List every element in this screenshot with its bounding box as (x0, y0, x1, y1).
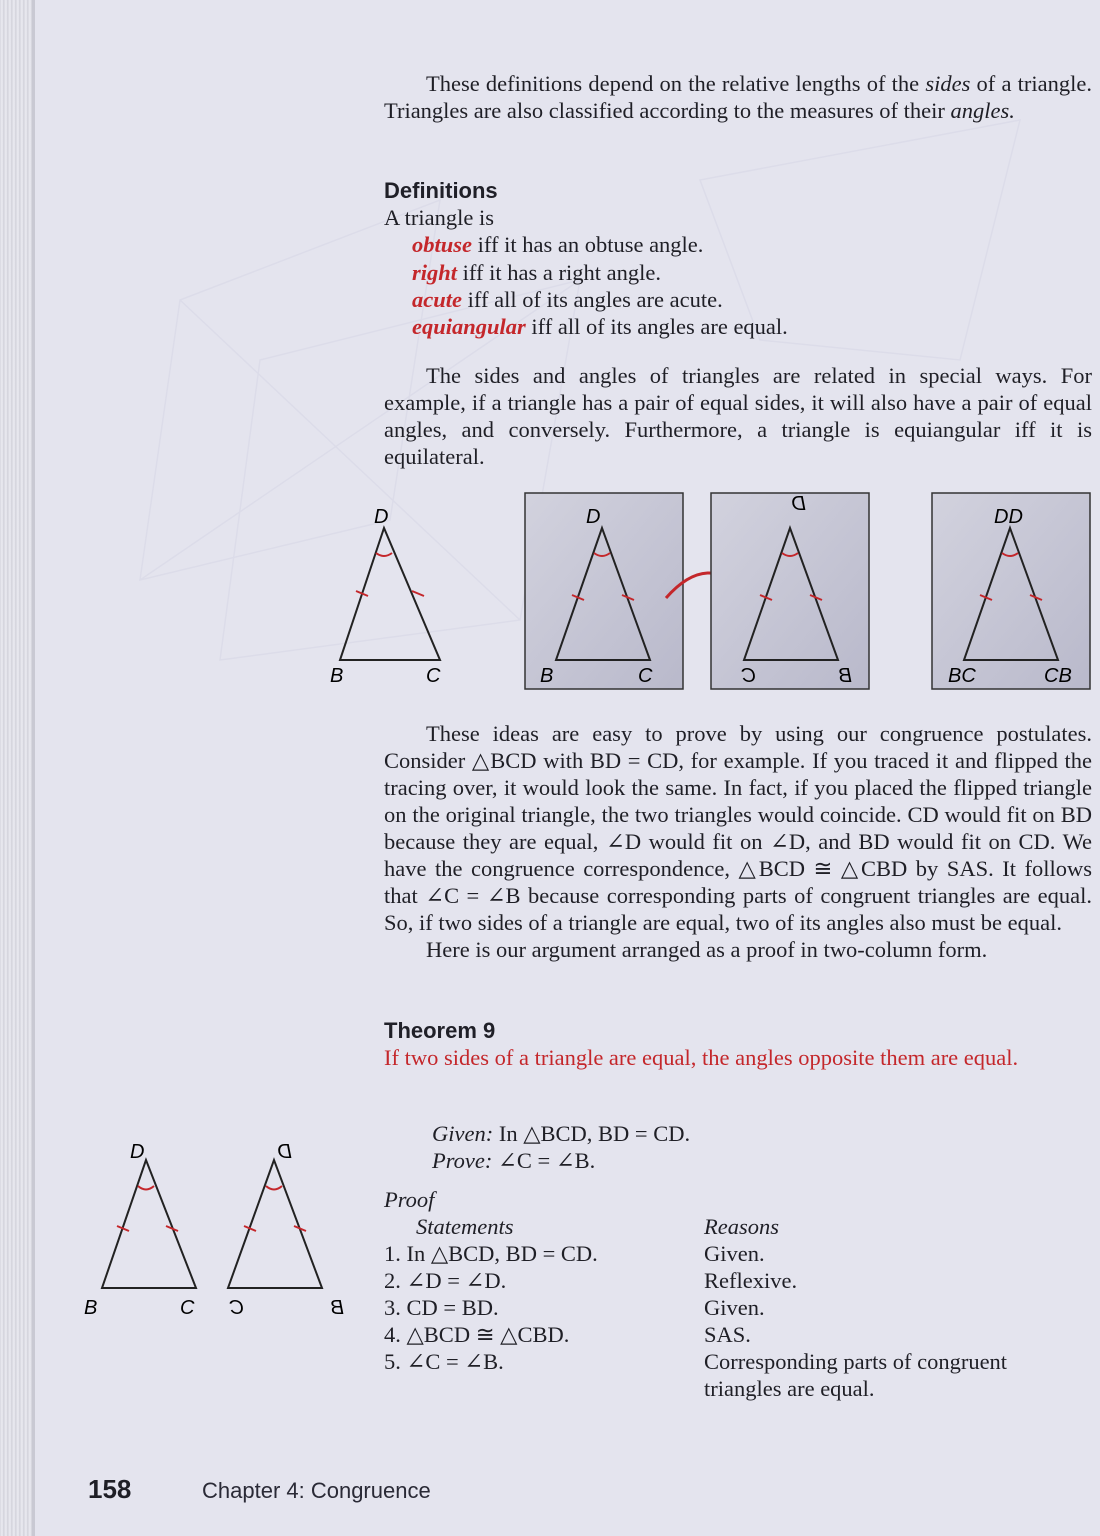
svg-text:B: B (330, 1297, 344, 1319)
paragraph-congruence-argument: These ideas are easy to prove by using our congruence postulates. Consider △BCD with BD = CD, for example. If you traced it and flipped the tracing over, it would look the same. In fact, if you placed the flipped triangle on the original triangle, the two triangles would coincide. CD would fit on BD because they are equal, ∠D would fit on ∠D, and BD would fit on CD. We have the congruence correspondence, △BCD ≅ △CBD by SAS. It follows that ∠C = ∠B because corresponding parts of congruent triangles are equal. So, if two sides of a triangle are equal, two of its angles also must be equal. Here is our argument arranged as a proof in two-column form. (384, 721, 1092, 962)
definition-equiangular: equiangular iff all of its angles are equal. (412, 314, 788, 340)
label-c: C (426, 665, 441, 687)
page-number: 158 (88, 1474, 132, 1504)
definitions-lead: A triangle is (384, 205, 494, 230)
definitions-heading: Definitions (384, 178, 498, 203)
panel-original (525, 493, 683, 689)
proof-row: 2. ∠D = ∠D. Reflexive. (384, 1268, 798, 1293)
panel-flipped (711, 493, 869, 689)
svg-text:DD: DD (994, 506, 1023, 528)
intro-paragraph: These definitions depend on the relative lengths of the sides of a triangle. Triangles are also classified according to the measures of their angles. (384, 71, 1092, 123)
proof-row: 5. ∠C = ∠B. Corresponding parts of congruent (384, 1349, 1008, 1374)
binding-edge (32, 0, 35, 1536)
panel-overlaid (932, 493, 1090, 689)
book-binding (0, 0, 32, 1536)
triangle-bcd (330, 506, 441, 687)
statements-header: Statements (416, 1214, 514, 1239)
reasons-header: Reasons (704, 1214, 779, 1239)
chapter-title: Chapter 4: Congruence (202, 1478, 431, 1503)
svg-text:C: C (741, 665, 756, 687)
given-prove (432, 1120, 690, 1174)
definition-right: right iff it has a right angle. (412, 259, 661, 285)
triangle-bcd-small (84, 1141, 196, 1319)
proof-title: Proof (384, 1187, 435, 1212)
definitions-box (384, 178, 1092, 340)
svg-text:C: C (638, 665, 653, 687)
svg-text:CB: CB (1044, 665, 1072, 687)
triangle-cbd-flipped (228, 1141, 344, 1319)
proof-row: 1. In △BCD, BD = CD. Given. (384, 1241, 765, 1266)
given-line: Given: In △BCD, BD = CD. (432, 1121, 691, 1146)
proof-header-row (384, 1213, 1092, 1240)
theorem-heading: Theorem 9 (384, 1018, 496, 1043)
prove-line: Prove: ∠C = ∠B. (432, 1148, 596, 1173)
theorem-statement: If two sides of a triangle are equal, the angles opposite them are equal. (384, 1045, 1019, 1070)
figure-triangle-flip (320, 490, 1100, 695)
label-d: D (374, 506, 389, 528)
theorem-9 (384, 1018, 1092, 1071)
definition-obtuse: obtuse iff it has an obtuse angle. (412, 232, 704, 258)
svg-text:C: C (180, 1297, 195, 1319)
paragraph-sides-angles: The sides and angles of triangles are related in special ways. For example, if a triangle has a pair of equal sides, it will also have a pair of equal angles, and conversely. Furthermore, a triangle is equiangular iff it is equilateral. (384, 363, 1092, 469)
svg-text:B: B (540, 665, 554, 687)
definition-acute: acute iff all of its angles are acute. (412, 286, 723, 312)
svg-text:BC: BC (948, 665, 976, 687)
svg-text:D: D (277, 1141, 292, 1163)
svg-text:D: D (130, 1141, 145, 1163)
figure-two-triangles (76, 1132, 362, 1332)
proof-row: 3. CD = BD. Given. (384, 1295, 765, 1320)
svg-text:C: C (229, 1297, 244, 1319)
svg-text:D: D (586, 506, 601, 528)
proof-row-continuation: triangles are equal. (704, 1376, 875, 1401)
svg-text:B: B (838, 665, 852, 687)
svg-text:B: B (84, 1297, 98, 1319)
svg-text:D: D (791, 493, 806, 515)
proof-row: 4. △BCD ≅ △CBD. SAS. (384, 1322, 751, 1347)
label-b: B (330, 665, 344, 687)
two-column-proof (384, 1186, 1092, 1402)
